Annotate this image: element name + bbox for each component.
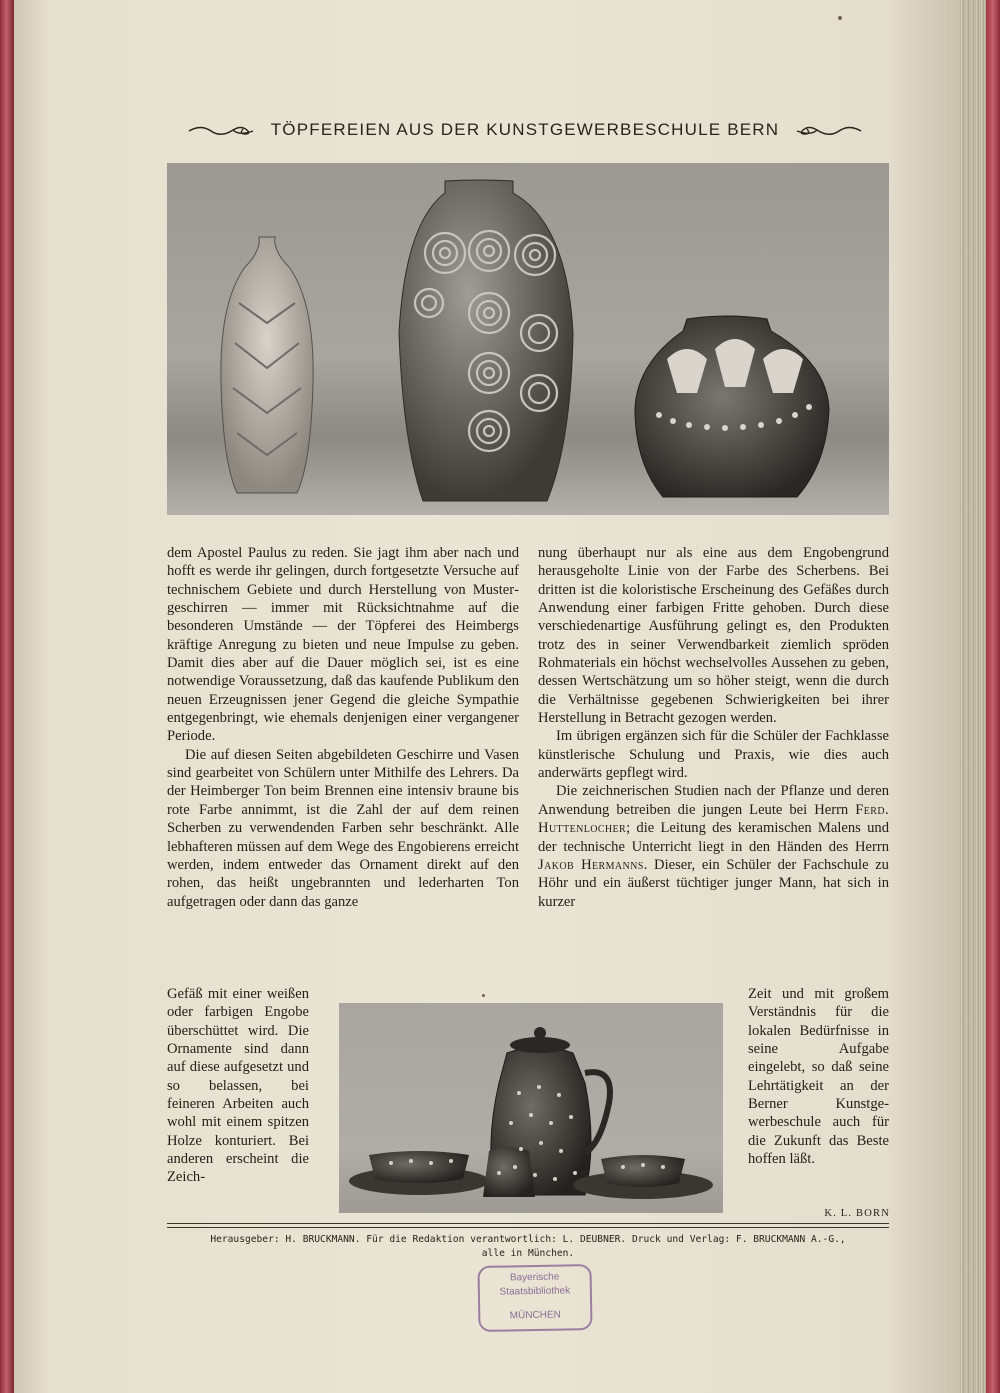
imprint-line: Herausgeber: H. BRUCKMANN. Für die Redaktion verantwortlich: L. DEUBNER. Druck und Verlag: F. BRUCKMANN A.-G., <box>210 1234 846 1245</box>
person-name: Jakob Hermanns <box>538 856 644 873</box>
paragraph: Die auf diesen Seiten abgebildeten Geschirre und Vasen sind gearbeitet von Schülern unter Mithilfe des Lehrers. Da der Heimberger Ton beim Brennen eine intensiv braune bis rote Farbe annimmt, ist die Zahl der auf dem reinen Scherben zu verwendenden Farben sehr beschränkt. Alle lebhafteren müssen auf dem Wege des Engobierens erreicht werden, indem entweder das Ornament direkt auf den rohen, das heißt ungebrannten und lederharten Ton aufgetragen oder dann das ganze <box>167 746 519 910</box>
left-cup <box>369 1151 469 1183</box>
coffee-set-photo <box>339 1003 723 1213</box>
text-column-right <box>538 544 889 911</box>
stamp-line: Staatsbibliothek <box>499 1285 571 1298</box>
ink-speck <box>838 16 842 20</box>
paragraph: nung überhaupt nur als eine aus dem Engobengrund herausgeholte Linie von der Farbe des Scherbens. Bei dritten ist die koloristische Erscheinung des Gefäßes durch Anwendung einer farbigen Fritte gehoben. Durch diese verschiedenartige Ausführung gelingt es, den Produkten trotz des in seiner Verwendbarkeit ziemlich spröden Rohmaterials ein höchst wechselvolles Aussehen zu geben, dessen Wertschätzung um so höher steigt, wenn die durch die Verhältnisse gegebenen Schwierigkeiten bei ihrer Herstellung in Betracht gezogen werden. <box>538 545 889 727</box>
ink-speck <box>482 994 485 997</box>
left-flourish-icon <box>187 122 257 138</box>
page-header <box>160 116 890 144</box>
text-wrap-right: Zeit und mit großem Verständnis für die lokalen Bedürfnisse in seine Aufgabe eingelebt, so daß seine Lehrtätigkeit an der Berner Kunstgewerbeschule auch für die Zukunft das Beste hoffen läßt. <box>748 986 889 1168</box>
text-wrap-left: Gefäß mit einer weißen oder farbigen Engobe überschüttet wird. Die Ornamente sind dann auf diese aufgesetzt und so belassen, bei feineren Arbeiten auch wohl mit einem spitzen Holze konturiert. Bei anderen erscheint die Zeich- <box>167 986 309 1186</box>
paragraph: dem Apostel Paulus zu reden. Sie jagt ihm aber nach und hofft es werde ihr gelingen, durch fortgesetzte Versuche auf technischem Gebiete und durch Herstellung von Mustergeschirren — immer mit Rücksichtnahme auf die besonderen Umstände — der Töpferei des Heimbergs kräftige Anregung zu bieten und neue Impulse zu geben. Damit dies aber auf die Dauer möglich sei, ist es eine notwendige Voraussetzung, daß das kaufende Publikum den neuen Erzeugnissen jener Gegend die gleiche Sympathie entgegenbringt, wie ehemals denjenigen einer vergangener Periode. <box>167 545 519 745</box>
page-title: TÖPFEREIEN AUS DER KUNSTGEWERBESCHULE BERN <box>270 120 780 139</box>
text-run: ; die Leitung des keramischen Malens und der technische Unterricht liegt in den Händen des Herrn <box>538 820 889 855</box>
small-jug <box>483 1147 535 1197</box>
text-run: Die zeichnerischen Studien nach der Pflanze und deren Anwendung betreiben die jungen Leute bei Herrn <box>538 783 889 818</box>
book-spine-left <box>0 0 14 1393</box>
author-signature: K. L. BORN <box>824 1208 890 1219</box>
publisher-imprint <box>167 1233 889 1261</box>
right-flourish-icon <box>793 122 863 138</box>
person-name: Ferd. Huttenlocher <box>538 801 889 837</box>
footer-divider <box>167 1227 889 1228</box>
stamp-line: Bayerische <box>509 1271 560 1284</box>
paragraph: Im übrigen ergänzen sich für die Schüler der Fachklasse künstlerische Schulung und Praxis, wie dies auch anderwärts gepflegt wird. <box>538 728 889 782</box>
footer-divider <box>167 1223 889 1224</box>
page-edges-right <box>960 0 1000 1393</box>
stamp-line: MÜNCHEN <box>509 1309 561 1322</box>
text-run: . Dieser, ein Schüler der Fachschule zu Höhr und ein äußerst tüchtiger junger Mann, hat sich in kurzer <box>538 856 889 910</box>
library-stamp <box>477 1264 592 1332</box>
imprint-line: alle in München. <box>481 1248 575 1259</box>
three-vases-photo <box>167 163 889 515</box>
right-cup <box>601 1155 685 1187</box>
text-column-left <box>167 544 519 911</box>
paragraph <box>538 782 889 910</box>
